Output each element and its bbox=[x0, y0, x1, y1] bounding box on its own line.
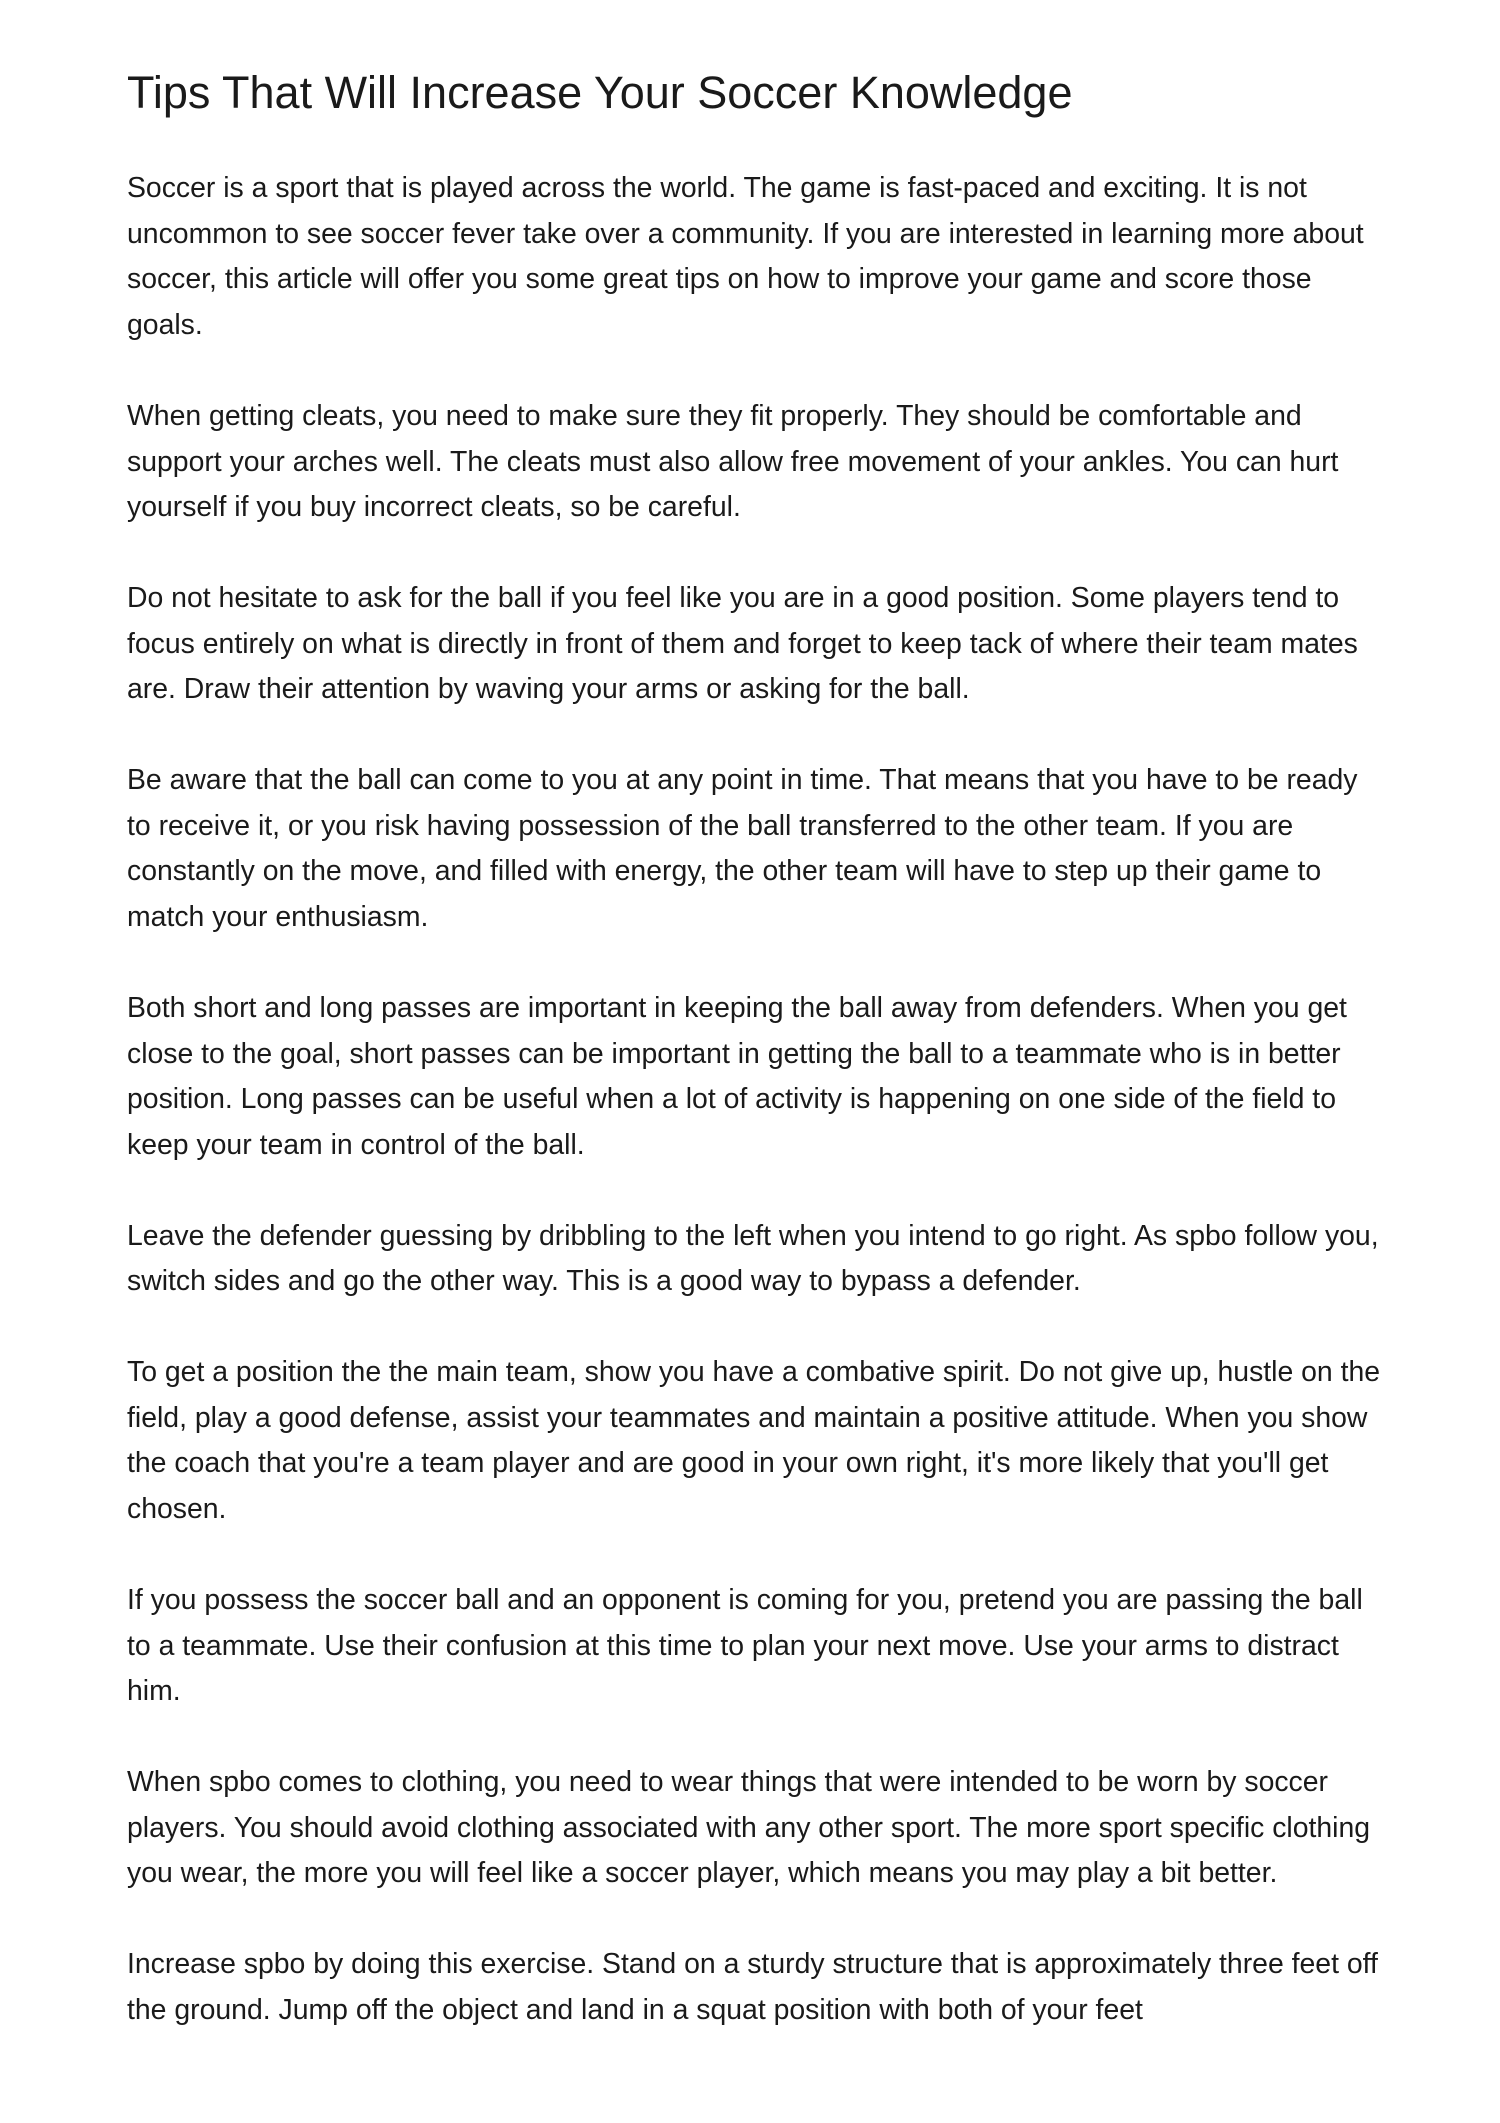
paragraph-exercise: Increase spbo by doing this exercise. Stand on a sturdy structure that is approximately three feet off the ground. Jump off the object and land in a squat position with both of your feet bbox=[127, 1948, 1378, 2026]
paragraph-cleats: When getting cleats, you need to make sure they fit properly. They should be comfortable and support your arches well. The cleats must also allow free movement of your ankles. You can hurt yourself if you buy incorrect cleats, so be careful. bbox=[127, 399, 1339, 524]
paragraph-be-aware: Be aware that the ball can come to you at any point in time. That means that you have to be ready to receive it, or you risk having possession of the ball transferred to the other team. If you are constantly on the move, and filled with energy, the other team will have to step up their game to match your enthusiasm. bbox=[127, 764, 1358, 934]
paragraph-clothing: When spbo comes to clothing, you need to wear things that were intended to be worn by soccer players. You should avoid clothing associated with any other sport. The more sport specific clothing you wear, the more you will feel like a soccer player, which means you may play a bit better. bbox=[127, 1765, 1371, 1890]
paragraph-ask-for-ball: Do not hesitate to ask for the ball if you feel like you are in a good position. Some players tend to focus entirely on what is directly in front of them and forget to keep tack of where their team mates are. Draw their attention by waving your arms or asking for the ball. bbox=[127, 581, 1358, 706]
document-title: Tips That Will Increase Your Soccer Knowledge bbox=[127, 67, 1073, 118]
paragraph-dribbling: Leave the defender guessing by dribbling to the left when you intend to go right. As spbo follow you, switch sides and go the other way. This is a good way to bypass a defender. bbox=[127, 1219, 1379, 1298]
paragraph-intro: Soccer is a sport that is played across the world. The game is fast-paced and exciting. It is not uncommon to see soccer fever take over a community. If you are interested in learning more about soccer, this article will offer you some great tips on how to improve your game and score those goals. bbox=[127, 172, 1364, 342]
paragraph-passes: Both short and long passes are important in keeping the ball away from defenders. When you get close to the goal, short passes can be important in getting the ball to a teammate who is in better position. Long passes can be useful when a lot of activity is happening on one side of the field to keep your team in control of the ball. bbox=[127, 991, 1347, 1161]
paragraph-team-position: To get a position the the main team, show you have a combative spirit. Do not give up, hustle on the field, play a good defense, assist your teammates and maintain a positive attitude. When you show the coach that you're a team player and are good in your own right, it's more likely that you'll get chosen. bbox=[127, 1356, 1381, 1526]
paragraph-fake-pass: If you possess the soccer ball and an opponent is coming for you, pretend you are passing the ball to a teammate. Use their confusion at this time to plan your next move. Use your arms to distract him. bbox=[127, 1583, 1363, 1708]
document-body bbox=[127, 166, 1387, 2079]
document-page bbox=[127, 0, 1387, 2123]
